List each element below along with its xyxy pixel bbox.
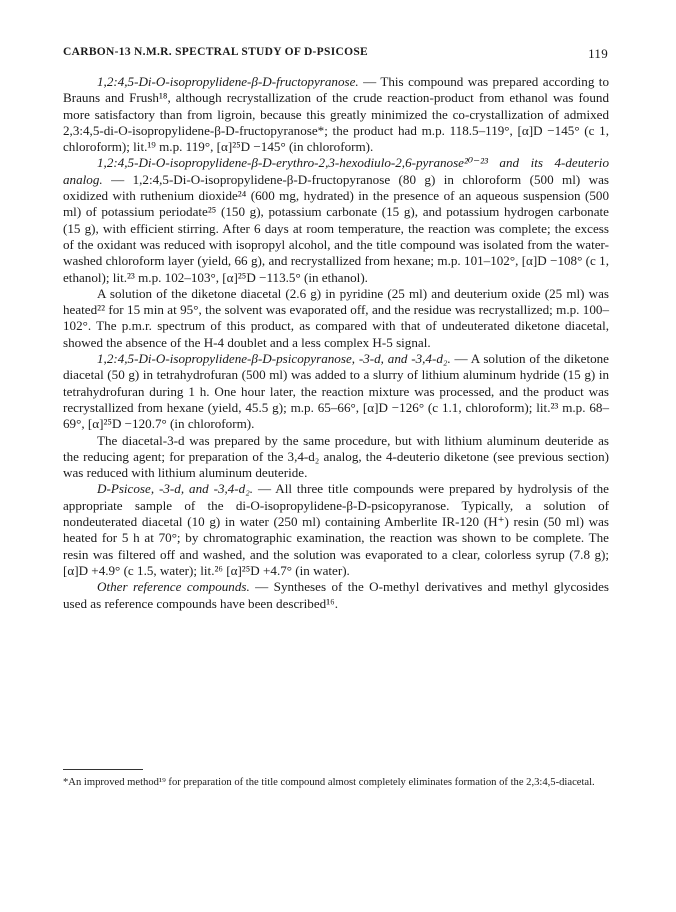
footnote-divider xyxy=(63,769,143,770)
running-title: CARBON-13 N.M.R. SPECTRAL STUDY OF D-PSICOSE xyxy=(63,46,368,58)
paragraph-heading: Other reference compounds. xyxy=(97,579,250,595)
paragraph-reference-compounds xyxy=(63,579,609,612)
paragraph-heading: D-Psicose, -3-d, and -3,4-d₂. xyxy=(97,481,254,497)
paragraph-hexodiulo xyxy=(63,155,609,285)
paragraph-text: — Syntheses of the O-methyl derivatives and methyl glycosides used as reference compounds have been described¹⁶. xyxy=(63,579,609,611)
paragraph-heading: 1,2:4,5-Di-O-isopropylidene-β-D-fructopyranose. xyxy=(97,74,359,89)
body-text xyxy=(63,74,609,612)
page-number: 119 xyxy=(588,46,608,61)
paragraph-psicopyranose xyxy=(63,351,609,432)
running-header xyxy=(63,46,608,62)
paragraph-text: — This compound was prepared according to Brauns and Frush¹⁸, although recrystallization of the crude reaction-product from ethanol was found more satisfactory than from ligroin, because this greatly minimized the co-crystallization of admixed 2,3:4,5-di-O-isopropylidene-β-D-fructopyranose*; the product had m.p. 118.5–119°, [α]D −145° (c 1, chloroform); lit.¹⁹ m.p. 119°, [α]²⁵D −145° (in chloroform). xyxy=(63,74,609,155)
paragraph-heading: 1,2:4,5-Di-O-isopropylidene-β-D-erythro-2,3-hexodiulo-2,6-pyranose²⁰⁻²³ and its 4-deuterio analog. xyxy=(63,155,609,187)
paragraph-text: A solution of the diketone diacetal (2.6 g) in pyridine (25 ml) and deuterium oxide (25 ml) was heated²² for 15 min at 95°, the solvent was evaporated off, and the residue was recrystallized; m.p. 100–102°. The p.m.r. spectrum of this product, as compared with that of undeuterated diketone diacetal, showed the absence of the H-4 doublet and a less complex H-5 signal. xyxy=(63,285,609,350)
paragraph-diacetal-3d xyxy=(63,433,609,482)
paragraph-deuteration xyxy=(63,286,609,351)
paragraph-heading: 1,2:4,5-Di-O-isopropylidene-β-D-psicopyranose, -3-d, and -3,4-d₂. xyxy=(97,351,451,367)
paragraph-fructopyranose xyxy=(63,74,609,155)
paragraph-text: — 1,2:4,5-Di-O-isopropylidene-β-D-fructopyranose (80 g) in chloroform (500 ml) was oxidized with ruthenium dioxide²⁴ (600 mg, hydrated) in the presence of an aqueous suspension (500 ml) of potassium periodate²⁵ (150 g), potassium carbonate (15 g), and potassium hydrogen carbonate (15 g), with efficient stirring. After 6 days at room temperature, the reaction was complete; the excess of the oxidant was reduced with isopropyl alcohol, and the title compound was isolated from the water-washed chloroform layer (yield, 66 g), and recrystallized from hexane; m.p. 101–102°, [α]D −108° (c 1, ethanol); lit.²³ m.p. 102–103°, [α]²⁵D −113.5° (in ethanol). xyxy=(63,171,609,285)
paragraph-text: — All three title compounds were prepared by hydrolysis of the appropriate sample of the di-O-isopropylidene-β-D-psicopyranose. Typically, a solution of nondeuterated diacetal (10 g) in water (250 ml) containing Amberlite IR-120 (H⁺) resin (50 ml) was heated for 5 h at 70°; by chromatographic examination, the reaction was shown to be complete. The resin was filtered off and washed, and the solution was evaporated to a clear, colorless syrup (7.8 g); [α]D +4.9° (c 1.5, water); lit.²⁶ [α]²⁵D +4.7° (in water). xyxy=(63,481,609,578)
paragraph-text: The diacetal-3-d was prepared by the same procedure, but with lithium aluminum deuteride as the reducing agent; for preparation of the 3,4-d₂ analog, the 4-deuterio diketone (see previous section) was reduced with lithium aluminum deuteride. xyxy=(63,432,609,481)
paragraph-psicose xyxy=(63,481,609,579)
paragraph-text: — A solution of the diketone diacetal (50 g) in tetrahydrofuran (500 ml) was added to a slurry of lithium aluminum hydride (15 g) in tetrahydrofuran during 1 h. One hour later, the reaction mixture was processed, and the product was recrystallized from hexane (yield, 45.5 g); m.p. 65–66°, [α]D −126° (c 1.1, chloroform); lit.²³ m.p. 68–69°, [α]²⁵D −120.7° (in chloroform). xyxy=(63,351,609,432)
footnote: *An improved method¹⁹ for preparation of the title compound almost completely eliminates formation of the 2,3:4,5-diacetal. xyxy=(63,777,595,788)
